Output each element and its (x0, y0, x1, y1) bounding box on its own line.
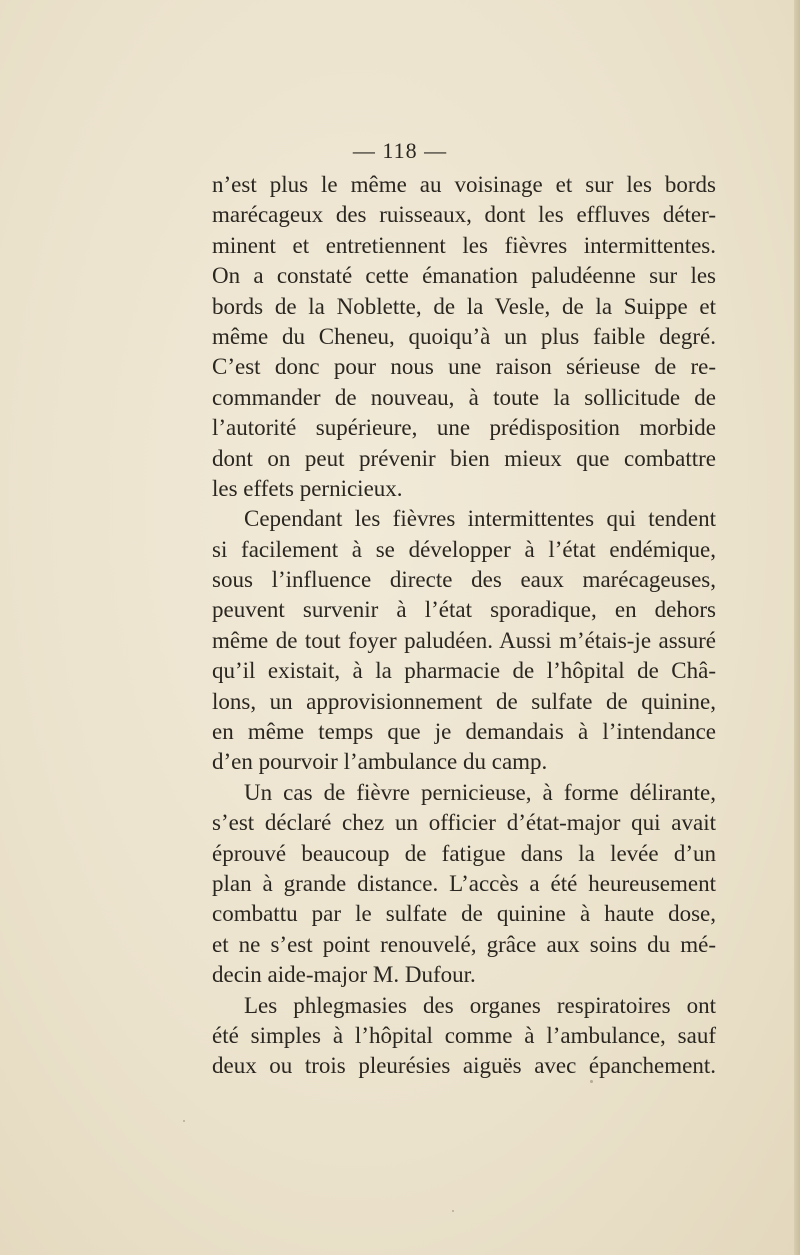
text-line: éprouvé beaucoup de fatigue dans la levée d’un (212, 840, 716, 866)
text-line: sous l’influence directe des eaux marécageuses, (212, 567, 716, 593)
text-line: en même temps que je demandais à l’intendance (212, 719, 716, 745)
page-edge (794, 0, 800, 1255)
text-line: marécageux des ruisseaux, dont les effluves déter- (212, 202, 716, 228)
text-line: été simples à l’hôpital comme à l’ambulance, sauf (212, 1022, 716, 1048)
paper-speck (452, 1210, 454, 1212)
text-line: Cependant les fièvres intermittentes qui tendent (244, 506, 716, 532)
text-line: Les phlegmasies des organes respiratoires ont (244, 992, 716, 1018)
paper-speck (183, 1120, 185, 1122)
text-line: s’est déclaré chez un officier d’état-major qui avait (212, 810, 716, 836)
text-line: lons, un approvisionnement de sulfate de quinine, (212, 688, 716, 714)
text-line: qu’il existait, à la pharmacie de l’hôpital de Châ- (212, 658, 716, 684)
text-line: plan à grande distance. L’accès a été heureusement (212, 870, 716, 896)
text-line: l’autorité supérieure, une prédisposition morbide (212, 415, 716, 441)
text-line: les effets pernicieux. (212, 475, 403, 501)
text-line: peuvent survenir à l’état sporadique, en dehors (212, 597, 716, 623)
text-line: C’est donc pour nous une raison sérieuse de re- (212, 354, 716, 380)
paper-speck (590, 1080, 593, 1083)
body-text (212, 170, 716, 1082)
text-line: Un cas de fièvre pernicieuse, à forme délirante, (244, 779, 716, 805)
text-line: et ne s’est point renouvelé, grâce aux soins du mé- (212, 931, 716, 957)
text-line: deux ou trois pleurésies aiguës avec épanchement. (212, 1053, 716, 1079)
text-line: decin aide-major M. Dufour. (212, 962, 476, 988)
text-line: bords de la Noblette, de la Vesle, de la Suippe et (212, 293, 716, 319)
text-line: combattu par le sulfate de quinine à haute dose, (212, 901, 716, 927)
text-line: même du Cheneu, quoiqu’à un plus faible degré. (212, 323, 716, 349)
page-number: — 118 — (352, 138, 448, 163)
text-line: commander de nouveau, à toute la sollicitude de (212, 384, 716, 410)
text-line: On a constaté cette émanation paludéenne sur les (212, 263, 716, 289)
text-line: n’est plus le même au voisinage et sur les bords (212, 172, 716, 197)
text-line: si facilement à se développer à l’état endémique, (212, 536, 716, 562)
text-line: dont on peut prévenir bien mieux que combattre (212, 445, 716, 471)
text-line: minent et entretiennent les fièvres intermittentes. (212, 232, 716, 258)
text-line: même de tout foyer paludéen. Aussi m’étais-je assuré (212, 627, 716, 653)
text-line: d’en pourvoir l’ambulance du camp. (212, 749, 548, 775)
